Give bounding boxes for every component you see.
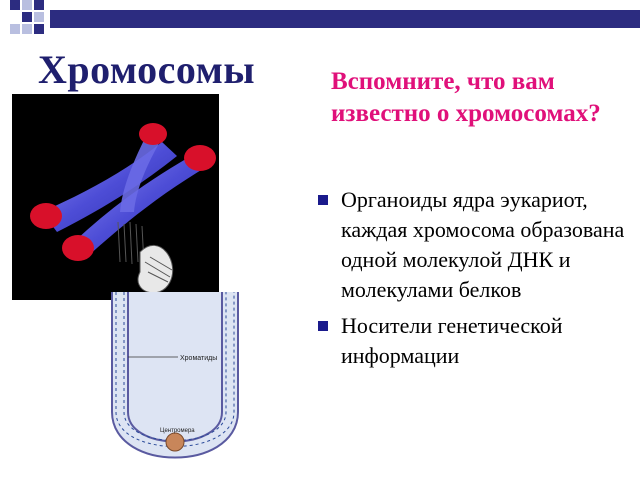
header-band — [50, 10, 640, 28]
bullet-item — [318, 311, 628, 371]
chromosome-tip — [62, 235, 94, 261]
decorative-square-icon — [22, 12, 32, 22]
chromosome-tip — [139, 123, 167, 145]
bullet-square-icon — [318, 321, 328, 331]
bullet-text: Органоиды ядра эукариот, каждая хромосома образована одной молекулой ДНК и молекулами белков — [341, 187, 625, 302]
decorative-square-icon — [34, 12, 44, 22]
question-text: Вспомните, что вам известно о хромосомах? — [331, 68, 601, 127]
decorative-square-icon — [22, 0, 32, 10]
chromosome-tip — [184, 145, 216, 171]
bullet-list — [318, 185, 628, 377]
centromere — [166, 433, 184, 451]
slide-title: Хромосомы — [38, 47, 256, 92]
chromosome-tip — [30, 203, 62, 229]
decorative-square-icon — [34, 0, 44, 10]
bullet-square-icon — [318, 195, 328, 205]
bullet-text: Носители генетической информации — [341, 313, 563, 368]
decorative-header-bar — [0, 0, 640, 42]
bullet-item — [318, 185, 628, 305]
decorative-square-icon — [22, 24, 32, 34]
chromatid-outline — [120, 292, 230, 450]
label-centromere: Центромера — [160, 428, 195, 434]
chromosome-diagram — [100, 222, 290, 470]
decorative-squares-icon — [10, 0, 20, 10]
chromatin-cluster — [118, 222, 173, 293]
decorative-square-icon — [10, 24, 20, 34]
label-chromatids: Хроматиды — [180, 355, 218, 362]
decorative-square-icon — [34, 24, 44, 34]
